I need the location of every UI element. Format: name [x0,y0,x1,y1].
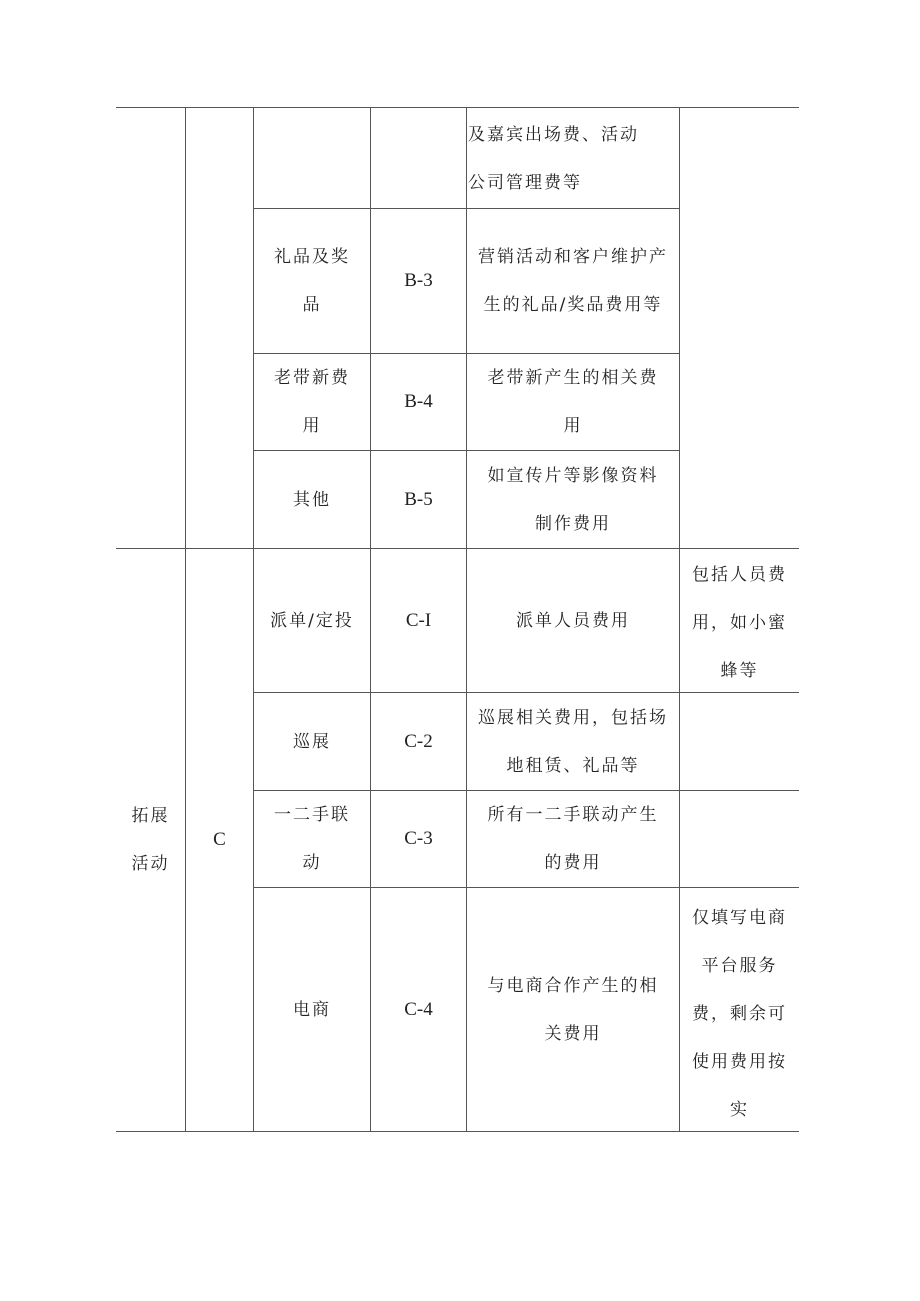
description-cell: 与电商合作产生的相 关费用 [487,975,659,1044]
item-cell: 老带新费 用 [274,368,350,436]
description-cell: 及嘉宾出场费、活动 公司管理费等 [468,124,639,193]
description-cell: 巡展相关费用，包括场 地租赁、礼品等 [478,707,668,776]
item-cell: 巡展 [293,731,331,752]
table-border-top [116,107,799,108]
category-cell: 拓展 活动 [131,806,170,874]
description-cell: 营销活动和客户维护产 生的礼品/奖品费用等 [478,247,668,315]
description-cell: 派单人员费用 [516,610,630,631]
item-code-cell: B-5 [404,488,433,510]
item-cell: 派单/定投 [270,610,354,631]
category-code-cell: C [213,829,226,850]
description-cell: 所有一二手联动产生 的费用 [487,805,659,873]
description-cell: 老带新产生的相关费 用 [487,368,659,436]
remark-cell: 仅填写电商 平台服务 费，剩余可 使用费用按 实 [692,907,787,1120]
description-cell: 如宣传片等影像资料 制作费用 [487,465,659,534]
item-cell: 一二手联 动 [274,805,350,873]
item-code-cell: C-3 [404,828,433,849]
remark-cell: 包括人员费 用，如小蜜 蜂等 [692,564,787,681]
item-cell: 礼品及奖 品 [274,247,350,315]
item-cell: 其他 [293,489,331,510]
item-cell: 电商 [293,999,331,1020]
item-code-cell: C-4 [404,998,433,1020]
item-code-cell: B-4 [404,391,433,412]
item-code-cell: C-I [405,609,432,631]
item-code-cell: C-2 [404,730,433,752]
item-code-cell: B-3 [404,270,433,291]
